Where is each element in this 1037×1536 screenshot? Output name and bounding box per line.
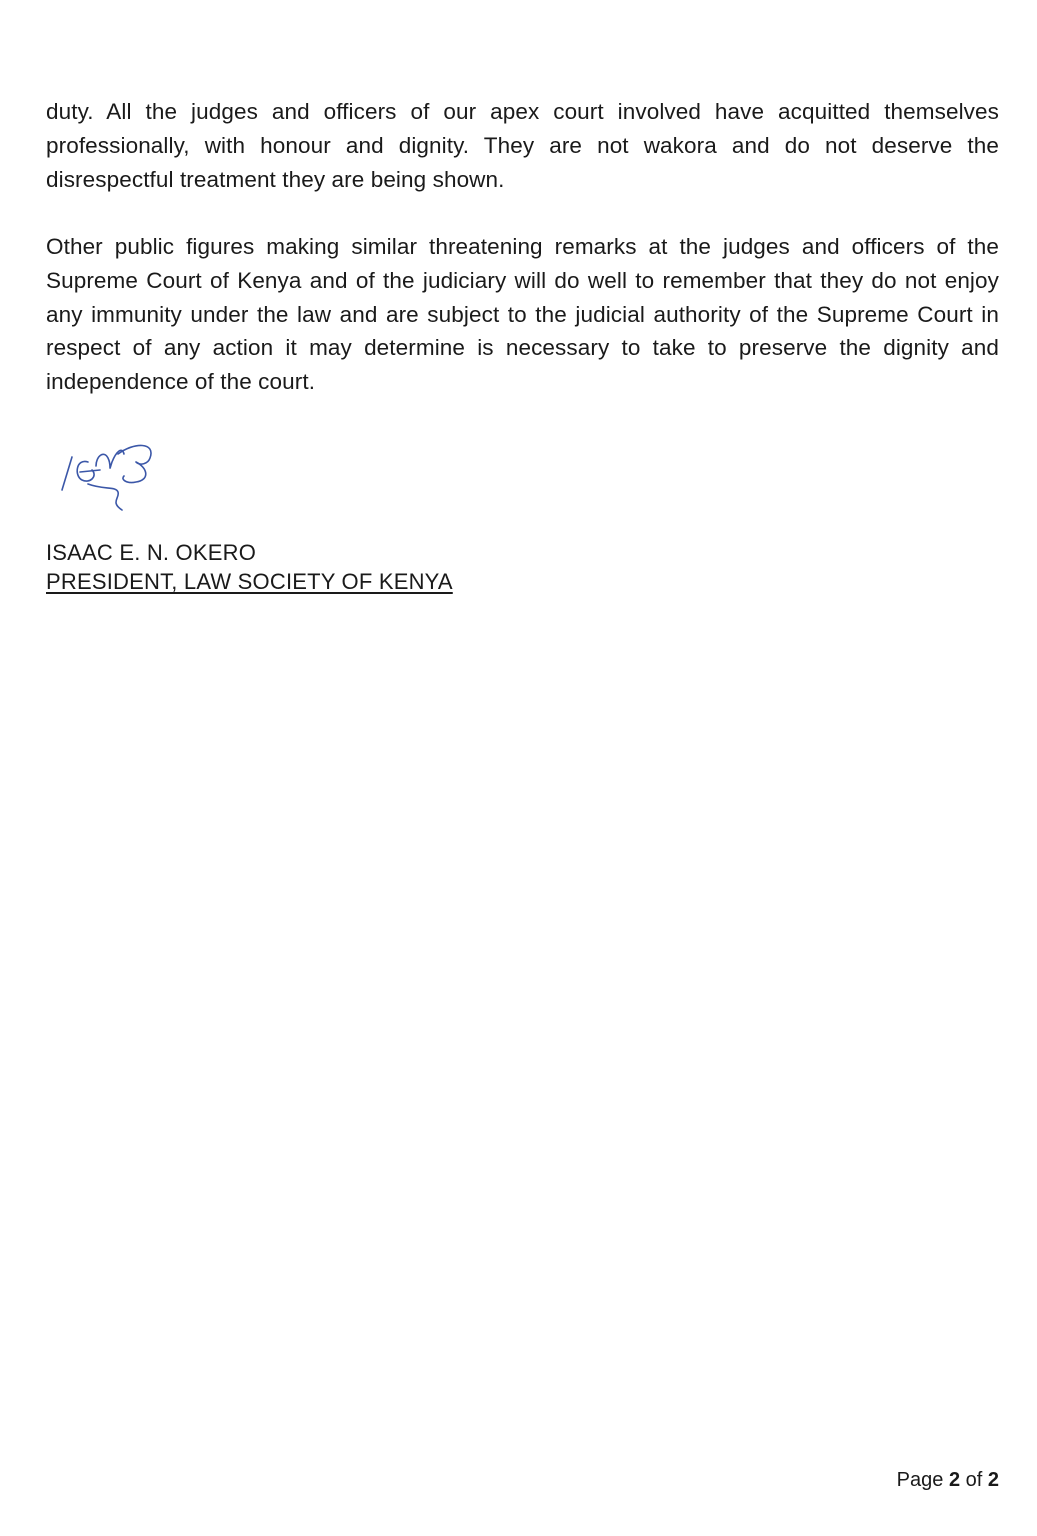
signatory-name: ISAAC E. N. OKERO	[46, 540, 257, 565]
page-number	[897, 1466, 999, 1494]
body-paragraph-2: Other public figures making similar threatening remarks at the judges and officers of the Supreme Court of Kenya and of the judiciary will do well to remember that they do not enjoy any immunity under the law and are subject to the judicial authority of the Supreme Court in respect of any action it may determine is necessary to take to preserve the dignity and independence of the court.	[46, 234, 999, 395]
signatory-title: PRESIDENT, LAW SOCIETY OF KENYA	[46, 569, 453, 594]
body-paragraph-1: duty. All the judges and officers of our apex court involved have acquitted themselves professionally, with honour and dignity. They are not wakora and do not deserve the disrespectful treatment they are being shown.	[46, 99, 999, 192]
current-page: 2	[948, 1469, 961, 1491]
of-label: of	[965, 1469, 983, 1491]
total-pages: 2	[987, 1469, 999, 1491]
handwritten-signature	[52, 432, 172, 522]
signature-strokes	[62, 445, 151, 510]
page-label: Page	[896, 1469, 944, 1491]
